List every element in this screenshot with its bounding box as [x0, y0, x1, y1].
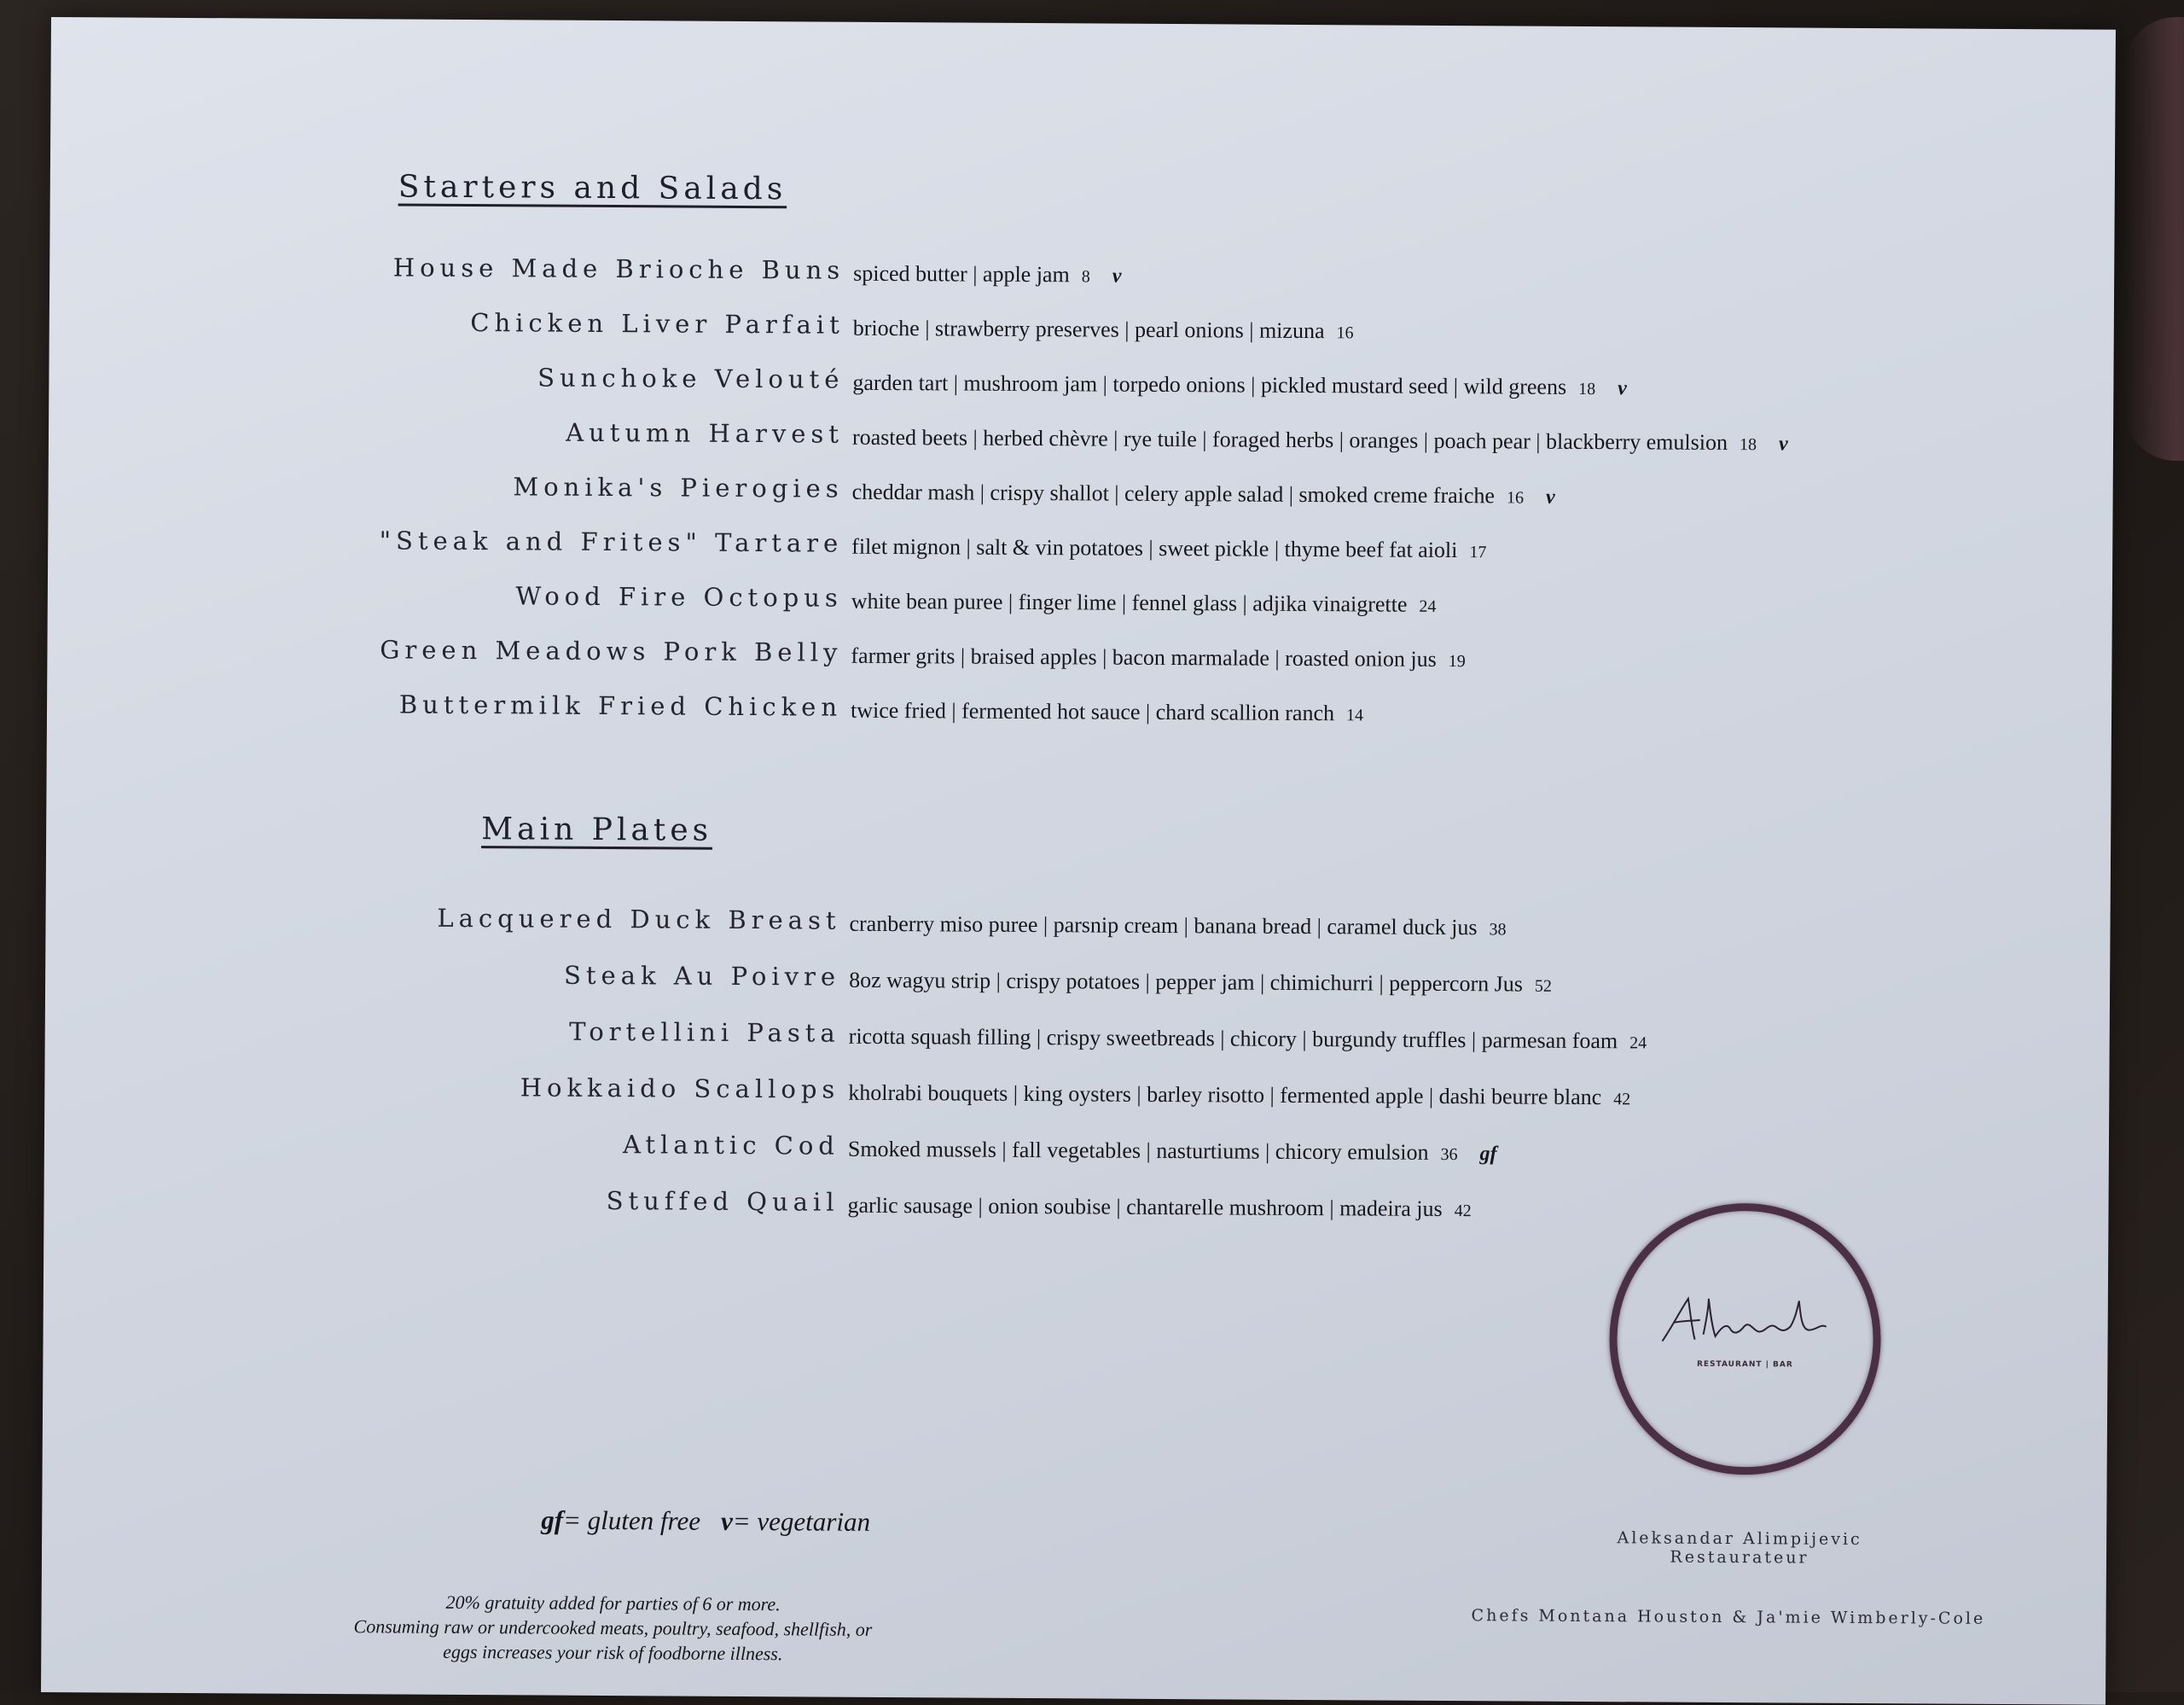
dish-price: 18 — [1578, 380, 1595, 399]
owner-credit — [1573, 1528, 1906, 1568]
dish-price: 18 — [1740, 435, 1757, 454]
dish-name: Green Meadows Pork Belly — [380, 635, 842, 666]
legend-v-text: = vegetarian — [733, 1506, 870, 1537]
dish-name: Hokkaido Scallops — [520, 1073, 840, 1103]
wine-glass — [2124, 17, 2184, 461]
dish-description: 8oz wagyu strip | crispy potatoes | pepper jam | chimichurri | peppercorn Jus 52 — [849, 968, 1574, 998]
dish-description: brioche | strawberry preserves | pearl onions | mizuna 16 — [853, 316, 1376, 345]
dish-name: Chicken Liver Parfait — [470, 308, 845, 340]
section-title-starters: Starters and Salads — [398, 169, 787, 207]
dish-name: Lacquered Duck Breast — [437, 904, 840, 935]
gratuity-health-notice — [348, 1589, 878, 1667]
dish-price: 14 — [1346, 706, 1363, 724]
dish-description: kholrabi bouquets | king oysters | barley risotto | fermented apple | dashi beurre blanc 42 — [848, 1080, 1653, 1111]
dish-price: 24 — [1629, 1033, 1647, 1052]
dish-name: Stuffed Quail — [607, 1186, 839, 1217]
dish-name: "Steak and Frites" Tartare — [380, 526, 844, 557]
dish-price: 16 — [1507, 488, 1524, 507]
diet-badge: v — [1779, 433, 1788, 455]
dish-name: Monika's Pierogies — [513, 472, 843, 503]
legend-gf-key: gf — [541, 1505, 563, 1535]
diet-badge: v — [1546, 486, 1555, 509]
dish-description: farmer grits | braised apples | bacon marmalade | roasted onion jus 19 — [851, 643, 1488, 673]
dish-price: 42 — [1613, 1090, 1630, 1109]
dish-name: Buttermilk Fried Chicken — [399, 690, 842, 722]
legend-gf-text: = gluten free — [563, 1505, 700, 1536]
main-plates-list — [44, 901, 2110, 1252]
notice-line-1: 20% gratuity added for parties of 6 or more. — [446, 1592, 781, 1615]
logo-subtitle: RESTAURANT | BAR — [1617, 1359, 1873, 1370]
diet-legend — [541, 1505, 870, 1538]
dish-price: 52 — [1535, 977, 1552, 996]
dish-name: Autumn Harvest — [566, 418, 844, 449]
notice-line-2: Consuming raw or undercooked meats, poultry, seafood, shellfish, or — [353, 1615, 872, 1640]
dish-description: twice fried | fermented hot sauce | chard scallion ranch 14 — [851, 698, 1385, 727]
legend-v-key: v — [721, 1506, 733, 1536]
dish-price: 24 — [1419, 597, 1436, 616]
starters-list — [47, 251, 2114, 755]
dish-name: Atlantic Cod — [623, 1130, 839, 1161]
dish-name: House Made Brioche Buns — [393, 253, 845, 284]
dish-description: cheddar mash | crispy shallot | celery apple salad | smoked creme fraiche 16 v — [852, 480, 1555, 509]
dish-description: filet mignon | salt & vin potatoes | sweet pickle | thyme beef fat aioli 17 — [851, 534, 1508, 564]
restaurant-logo-stamp — [1609, 1202, 1882, 1475]
chefs-credit: Chefs Montana Houston & Ja'mie Wimberly-Cole — [1472, 1606, 1986, 1628]
dish-price: 38 — [1489, 920, 1506, 939]
dish-price: 8 — [1082, 267, 1090, 286]
owner-title: Restaurateur — [1670, 1548, 1809, 1568]
diet-badge: v — [1112, 265, 1122, 288]
dish-description: roasted beets | herbed chèvre | rye tuile | foraged herbs | oranges | poach pear | blackberry emulsion 18 v — [852, 425, 1788, 457]
dish-name: Wood Fire Octopus — [515, 581, 843, 612]
diet-badge: gf — [1479, 1143, 1496, 1165]
diet-badge: v — [1618, 377, 1627, 399]
menu-item — [47, 688, 2111, 755]
dish-description: garden tart | mushroom jam | torpedo onions | pickled mustard seed | wild greens 18 v — [852, 370, 1627, 401]
dish-price: 42 — [1455, 1202, 1472, 1220]
dish-description: cranberry miso puree | parsnip cream | banana bread | caramel duck jus 38 — [849, 911, 1528, 941]
notice-line-3: eggs increases your risk of foodborne illness. — [443, 1641, 782, 1664]
dish-description: garlic sausage | onion soubise | chantarelle mushroom | madeira jus 42 — [847, 1193, 1493, 1223]
dish-description: spiced butter | apple jam 8 v — [853, 261, 1121, 288]
dish-description: ricotta squash filling | crispy sweetbreads | chicory | burgundy truffles | parmesan foam 24 — [849, 1024, 1670, 1055]
dish-price: 17 — [1469, 543, 1486, 562]
dish-price: 19 — [1449, 652, 1466, 671]
signature-logo — [1655, 1292, 1834, 1353]
dish-name: Steak Au Poivre — [564, 961, 840, 992]
dish-description: Smoked mussels | fall vegetables | nasturtiums | chicory emulsion 36 gf — [848, 1137, 1497, 1167]
owner-name: Aleksandar Alimpijevic — [1617, 1528, 1862, 1549]
dish-price: 16 — [1336, 323, 1353, 342]
dish-name: Tortellini Pasta — [569, 1017, 840, 1048]
menu-sheet — [41, 17, 2116, 1705]
dish-name: Sunchoke Velouté — [537, 363, 844, 393]
dish-description: white bean puree | finger lime | fennel glass | adjika vinaigrette 24 — [851, 589, 1459, 618]
section-title-main-plates: Main Plates — [481, 812, 712, 848]
dish-price: 36 — [1440, 1145, 1457, 1164]
